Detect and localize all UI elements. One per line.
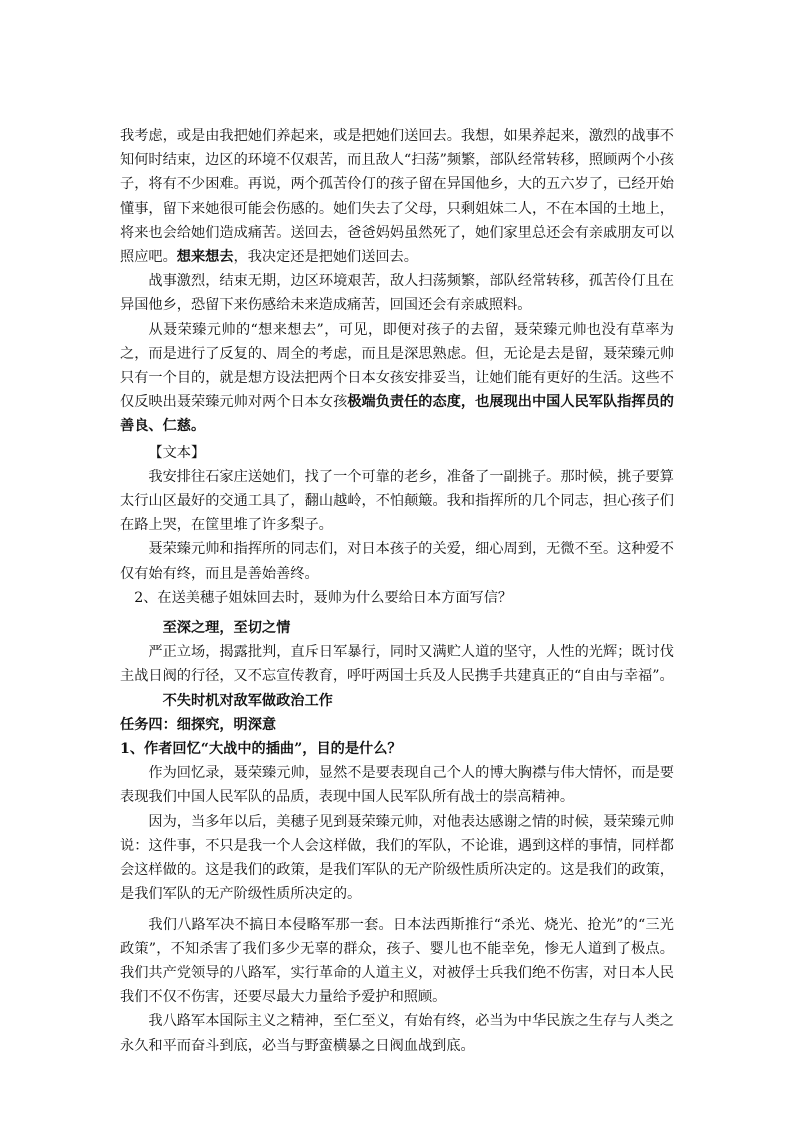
paragraph-care: 聂荣臻元帅和指挥所的同志们，对日本孩子的关爱，细心周到，无微不至。这种爱不仅有始有终，而且是善始善终。 — [120, 541, 674, 582]
paragraph-memoir: 作为回忆录，聂荣臻元帅，显然不是要表现自己个人的博大胸襟与伟大情怀，而是要表现我们中国人民军队的品质，表现中国人民军队所有战士的崇高精神。 — [120, 765, 674, 806]
paragraph-text: ，我决定还是把她们送回去。 — [233, 249, 418, 266]
subheading-zhishen: 至深之理，至切之情 — [162, 620, 291, 637]
paragraph-eighth-route: 我们八路军决不搞日本侵略军那一套。日本法西斯推行“杀光、烧光、抢光”的“三光政策”，不知杀害了我们多少无辜的群众，孩子、婴儿也不能幸免，惨无人道到了极点。我们共产党领导的八路军，实行革命的人道主义，对被俘士兵我们绝不伤害，对日本人民我们不仅不伤害，还要尽最大力量给予爱护和照顾。 — [120, 916, 674, 1006]
emphasis-text: 想来想去 — [176, 249, 234, 266]
paragraph-summary: 战事激烈，结束无期，边区环境艰苦，敌人扫荡频繁，部队经常转移，孤苦伶仃且在异国他乡，恐留下来伤感给未来造成痛苦，回国还会有亲戚照料。 — [120, 273, 674, 314]
paragraph-reflection — [120, 124, 674, 269]
emphasis-text: 极端负责任的态度，也展现出中国人民军队指挥员的善良、仁慈。 — [120, 394, 674, 435]
task-heading: 任务四：细探究，明深意 — [120, 716, 277, 733]
question-2: 2、在送美穗子姐妹回去时，聂帅为什么要给日本方面写信？ — [134, 589, 513, 606]
document-page — [120, 124, 674, 1058]
paragraph-internationalism: 我八路军本国际主义之精神，至仁至义，有始有终，必当为中华民族之生存与人类之永久和平而奋斗到底，必当与野蛮横暴之日阀血战到底。 — [120, 1013, 674, 1054]
paragraph-analysis — [120, 318, 674, 439]
paragraph-letter: 严正立场，揭露批判，直斥日军暴行，同时又满贮人道的坚守，人性的光辉；既讨伐主战日阀的行径，又不忘宣传教育，呼吁两国士兵及人民携手共建真正的“自由与幸福”。 — [120, 644, 674, 685]
text-label: 【文本】 — [148, 444, 206, 461]
paragraph-text: 从聂荣臻元帅的“想来想去”，可见，即便对孩子的去留，聂荣臻元帅也没有草率为之，而是进行了反复的、周全的考虑，而且是深思熟虑。但，无论是去是留，聂荣臻元帅只有一个目的，就是想方设法把两个日本女孩安排妥当，让她们能有更好的生活。这些不仅反映出聂荣臻元帅对两个日本女孩 — [120, 321, 674, 411]
paragraph-text: 我考虑，或是由我把她们养起来，或是把她们送回去。我想，如果养起来，激烈的战事不知何时结束，边区的环境不仅艰苦，而且敌人“扫荡”频繁，部队经常转移，照顾两个小孩子，将有不少困难。再说，两个孤苦伶仃的孩子留在异国他乡，大的五六岁了，已经开始懂事，留下来她很可能会伤感的。她们失去了父母，只剩姐妹二人，不在本国的土地上，将来也会给她们造成痛苦。送回去，爸爸妈妈虽然死了，她们家里总还会有亲戚朋友可以照应吧。 — [120, 128, 674, 266]
subheading-political-work: 不失时机对敌军做政治工作 — [162, 692, 333, 709]
paragraph-reason: 因为，当多年以后，美穗子见到聂荣臻元帅，对他表达感谢之情的时候，聂荣臻元帅说：这件事，不只是我一个人会这样做，我们的军队，不论谁，遇到这样的事情，同样都会这样做的。这是我们的政策，是我们军队的无产阶级性质所决定的。这是我们的政策，是我们军队的无产阶级性质所决定的。 — [120, 813, 674, 903]
paragraph-text-excerpt: 我安排往石家庄送她们，找了一个可靠的老乡，准备了一副挑子。那时候，挑子要算太行山区最好的交通工具了，翻山越岭，不怕颠簸。我和指挥所的几个同志，担心孩子们在路上哭，在筐里堆了许多梨子。 — [120, 468, 674, 534]
question-1: 1、作者回忆“大战中的插曲”，目的是什么？ — [120, 741, 402, 758]
